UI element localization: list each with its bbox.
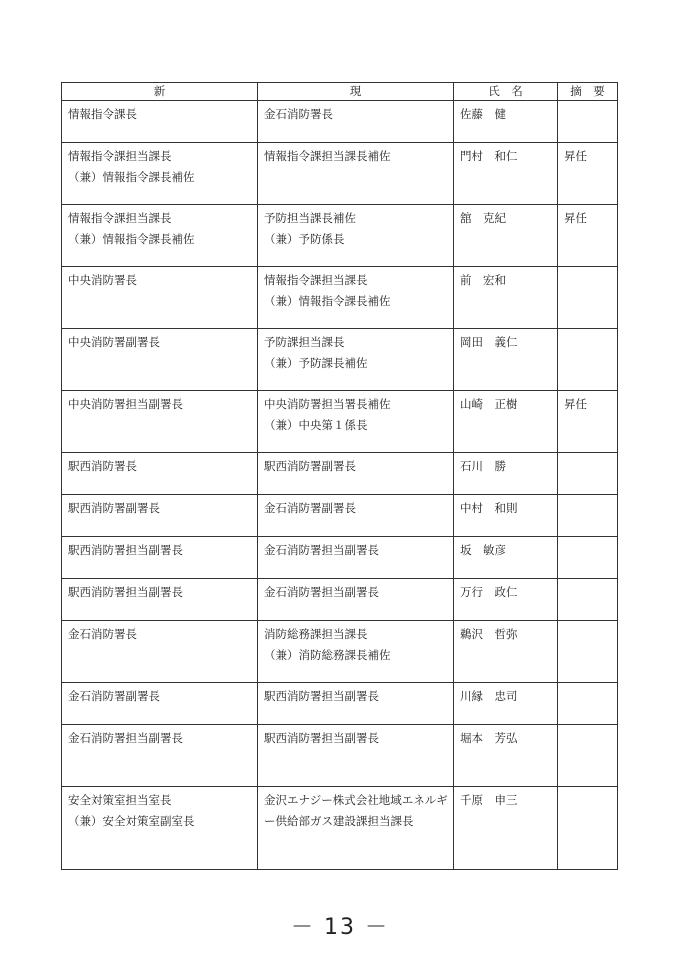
current-position-cell xyxy=(258,621,454,683)
table-row xyxy=(62,787,618,870)
remarks xyxy=(558,329,618,391)
current-position: 駅西消防署担当副署長 xyxy=(264,731,379,745)
header-new: 新 xyxy=(62,83,258,101)
current-position-cell xyxy=(258,579,454,621)
person-name: 川縁 忠司 xyxy=(454,683,558,725)
current-position-concurrent: （兼）予防課長補佐 xyxy=(264,356,368,370)
page-number: － 13 － xyxy=(291,915,389,940)
person-name: 石川 勝 xyxy=(454,453,558,495)
new-position: 情報指令課長 xyxy=(68,107,137,121)
table-header-row xyxy=(62,83,618,101)
new-position-cell xyxy=(62,101,258,143)
current-position-cell xyxy=(258,787,454,870)
current-position: 金石消防署長 xyxy=(264,107,333,121)
person-name: 万行 政仁 xyxy=(454,579,558,621)
table-row xyxy=(62,537,618,579)
remarks xyxy=(558,579,618,621)
current-position: 金石消防署副署長 xyxy=(264,501,356,515)
header-remarks: 摘 要 xyxy=(558,83,618,101)
remarks: 昇任 xyxy=(558,143,618,205)
table-row xyxy=(62,391,618,453)
new-position: 駅西消防署長 xyxy=(68,459,137,473)
table-row xyxy=(62,453,618,495)
new-position-cell xyxy=(62,329,258,391)
new-position: 中央消防署担当副署長 xyxy=(68,397,183,411)
current-position-concurrent: （兼）中央第１係長 xyxy=(264,418,368,432)
current-position-cell xyxy=(258,537,454,579)
remarks xyxy=(558,453,618,495)
remarks xyxy=(558,495,618,537)
person-name: 岡田 義仁 xyxy=(454,329,558,391)
new-position: 安全対策室担当室長 xyxy=(68,793,172,807)
person-name: 舘 克紀 xyxy=(454,205,558,267)
remarks xyxy=(558,101,618,143)
current-position: 駅西消防署副署長 xyxy=(264,459,356,473)
header-current: 現 xyxy=(258,83,454,101)
new-position-concurrent: （兼）情報指令課長補佐 xyxy=(68,232,195,246)
remarks xyxy=(558,787,618,870)
document-page xyxy=(61,82,617,870)
table-row xyxy=(62,683,618,725)
new-position: 情報指令課担当課長 xyxy=(68,211,172,225)
current-position: 情報指令課担当課長補佐 xyxy=(264,149,391,163)
new-position-cell xyxy=(62,453,258,495)
current-position: 中央消防署担当署長補佐 xyxy=(264,397,391,411)
new-position-cell xyxy=(62,579,258,621)
new-position: 金石消防署副署長 xyxy=(68,689,160,703)
person-name: 千原 申三 xyxy=(454,787,558,870)
current-position-cell xyxy=(258,453,454,495)
new-position-cell xyxy=(62,143,258,205)
table-row xyxy=(62,621,618,683)
person-name: 前 宏和 xyxy=(454,267,558,329)
person-name: 鵜沢 哲弥 xyxy=(454,621,558,683)
table-row xyxy=(62,579,618,621)
remarks: 昇任 xyxy=(558,205,618,267)
current-position-cell xyxy=(258,683,454,725)
table-row xyxy=(62,329,618,391)
table-row xyxy=(62,143,618,205)
current-position: 予防課担当課長 xyxy=(264,335,345,349)
current-position-cell xyxy=(258,329,454,391)
current-position: 金石消防署担当副署長 xyxy=(264,585,379,599)
table-row xyxy=(62,725,618,787)
header-name: 氏 名 xyxy=(454,83,558,101)
person-name: 佐藤 健 xyxy=(454,101,558,143)
current-position-concurrent: （兼）予防係長 xyxy=(264,232,345,246)
current-position: 駅西消防署担当副署長 xyxy=(264,689,379,703)
new-position: 金石消防署長 xyxy=(68,627,137,641)
current-position: 金沢エナジー株式会社地域エネルギー供給部ガス建設課担当課長 xyxy=(264,793,448,828)
new-position-concurrent: （兼）安全対策室副室長 xyxy=(68,814,195,828)
current-position: 金石消防署担当副署長 xyxy=(264,543,379,557)
new-position-cell xyxy=(62,787,258,870)
current-position-cell xyxy=(258,101,454,143)
current-position: 予防担当課長補佐 xyxy=(264,211,356,225)
remarks xyxy=(558,621,618,683)
new-position: 中央消防署副署長 xyxy=(68,335,160,349)
current-position-cell xyxy=(258,725,454,787)
person-name: 中村 和則 xyxy=(454,495,558,537)
new-position: 駅西消防署担当副署長 xyxy=(68,585,183,599)
remarks xyxy=(558,683,618,725)
table-row xyxy=(62,101,618,143)
personnel-table xyxy=(61,82,618,870)
new-position-cell xyxy=(62,391,258,453)
person-name: 坂 敏彦 xyxy=(454,537,558,579)
person-name: 堀本 芳弘 xyxy=(454,725,558,787)
new-position: 駅西消防署副署長 xyxy=(68,501,160,515)
remarks: 昇任 xyxy=(558,391,618,453)
current-position-cell xyxy=(258,143,454,205)
new-position-cell xyxy=(62,725,258,787)
new-position-concurrent: （兼）情報指令課長補佐 xyxy=(68,170,195,184)
current-position-cell xyxy=(258,391,454,453)
current-position-cell xyxy=(258,495,454,537)
person-name: 山崎 正樹 xyxy=(454,391,558,453)
person-name: 門村 和仁 xyxy=(454,143,558,205)
remarks xyxy=(558,267,618,329)
new-position: 金石消防署担当副署長 xyxy=(68,731,183,745)
current-position: 情報指令課担当課長 xyxy=(264,273,368,287)
current-position-concurrent: （兼）消防総務課長補佐 xyxy=(264,648,391,662)
new-position-cell xyxy=(62,205,258,267)
new-position-cell xyxy=(62,621,258,683)
current-position-cell xyxy=(258,205,454,267)
current-position-concurrent: （兼）情報指令課長補佐 xyxy=(264,294,391,308)
new-position: 情報指令課担当課長 xyxy=(68,149,172,163)
new-position-cell xyxy=(62,267,258,329)
new-position-cell xyxy=(62,495,258,537)
new-position: 中央消防署長 xyxy=(68,273,137,287)
remarks xyxy=(558,725,618,787)
new-position-cell xyxy=(62,537,258,579)
new-position-cell xyxy=(62,683,258,725)
remarks xyxy=(558,537,618,579)
table-row xyxy=(62,495,618,537)
table-row xyxy=(62,205,618,267)
table-row xyxy=(62,267,618,329)
current-position-cell xyxy=(258,267,454,329)
current-position: 消防総務課担当課長 xyxy=(264,627,368,641)
new-position: 駅西消防署担当副署長 xyxy=(68,543,183,557)
